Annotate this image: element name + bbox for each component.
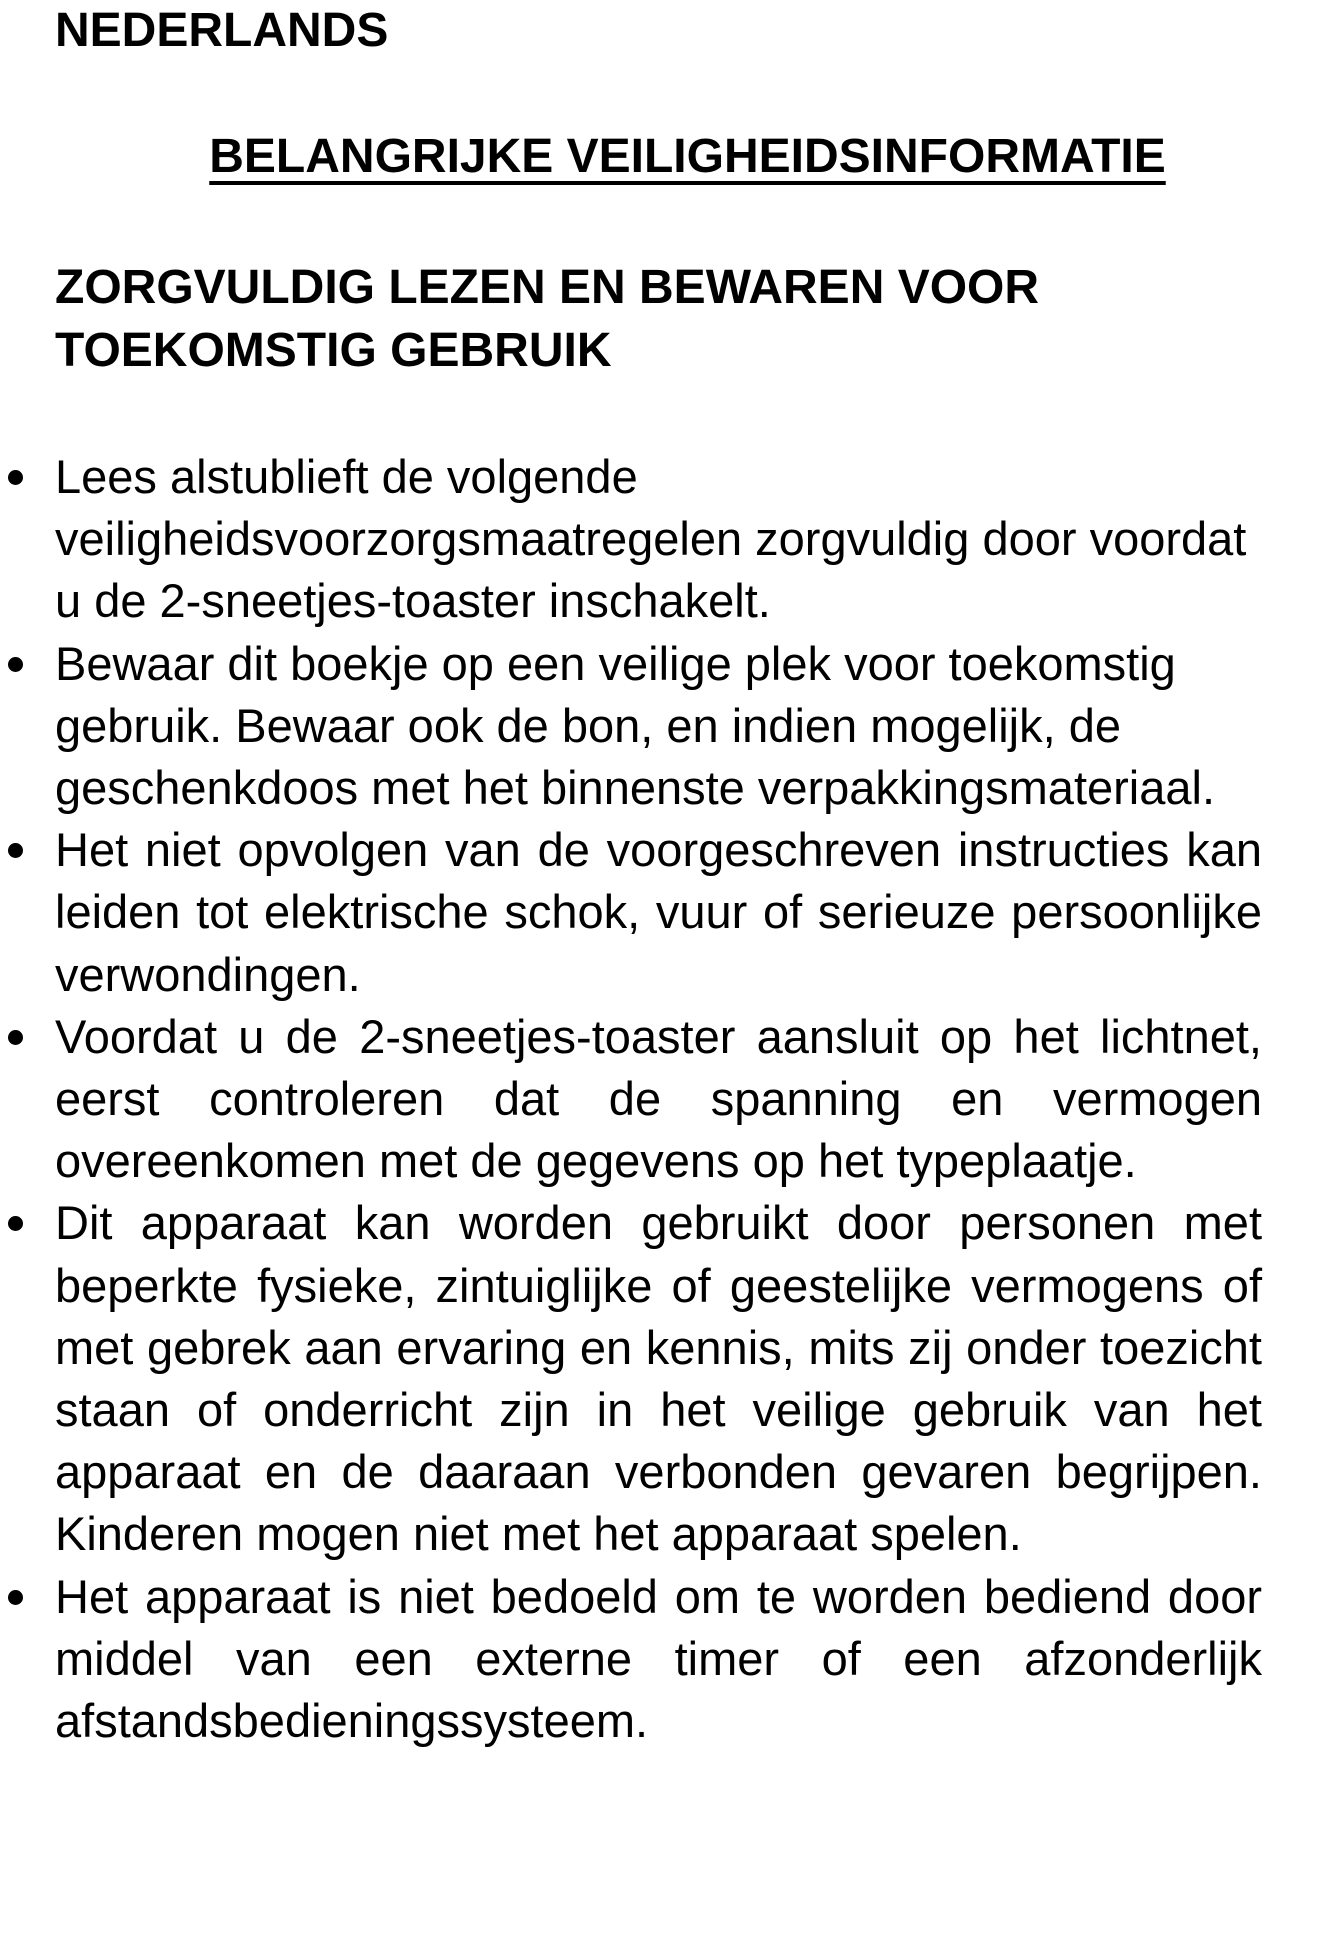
- safety-instruction-item: [0, 446, 1262, 633]
- safety-instruction-item: [0, 819, 1262, 1006]
- safety-instruction-text: Het niet opvolgen van de voorgeschreven instructies kan leiden tot elektrische schok, vuur of serieuze persoonlijke verwondingen.: [55, 823, 1262, 1001]
- safety-instruction-text: Bewaar dit boekje op een veilige plek voor toekomstig gebruik. Bewaar ook de bon, en indien mogelijk, de geschenkdoos met het binnenste verpakkingsmateriaal.: [55, 636, 1216, 815]
- bullet-icon: [8, 1590, 23, 1605]
- language-heading: NEDERLANDS: [55, 4, 389, 57]
- safety-instruction-item: [0, 633, 1262, 820]
- safety-instruction-text: Lees alstublieft de volgende veiligheidsvoorzorgsmaatregelen zorgvuldig door voordat u de 2-sneetjes-toaster inschakelt.: [55, 450, 1247, 628]
- safety-instruction-item: [0, 1566, 1262, 1753]
- safety-title: BELANGRIJKE VEILIGHEIDSINFORMATIE: [209, 130, 1166, 183]
- safety-instruction-item: [0, 1006, 1262, 1193]
- read-and-keep-subtitle: ZORGVULDIG LEZEN EN BEWAREN VOOR TOEKOMSTIG GEBRUIK: [55, 261, 1040, 377]
- bullet-icon: [8, 657, 23, 672]
- bullet-icon: [8, 470, 23, 485]
- safety-instruction-text: Dit apparaat kan worden gebruikt door personen met beperkte fysieke, zintuiglijke of geestelijke vermogens of met gebrek aan ervaring en kennis, mits zij onder toezicht staan of onderricht zijn in het veilige gebruik van het apparaat en de daaraan verbonden gevaren begrijpen. Kinderen mogen niet met het apparaat spelen.: [55, 1196, 1262, 1561]
- safety-instruction-text: Voordat u de 2-sneetjes-toaster aansluit op het lichtnet, eerst controleren dat de spanning en vermogen overeenkomen met de gegevens op het typeplaatje.: [55, 1009, 1262, 1188]
- bullet-icon: [8, 1216, 23, 1231]
- safety-instruction-item: [0, 1192, 1262, 1565]
- safety-instruction-text: Het apparaat is niet bedoeld om te worden bediend door middel van een externe timer of een afzonderlijk afstandsbedieningssysteem.: [55, 1569, 1262, 1748]
- bullet-icon: [8, 1030, 23, 1045]
- bullet-icon: [8, 843, 23, 858]
- safety-instructions-list: [0, 446, 1320, 1752]
